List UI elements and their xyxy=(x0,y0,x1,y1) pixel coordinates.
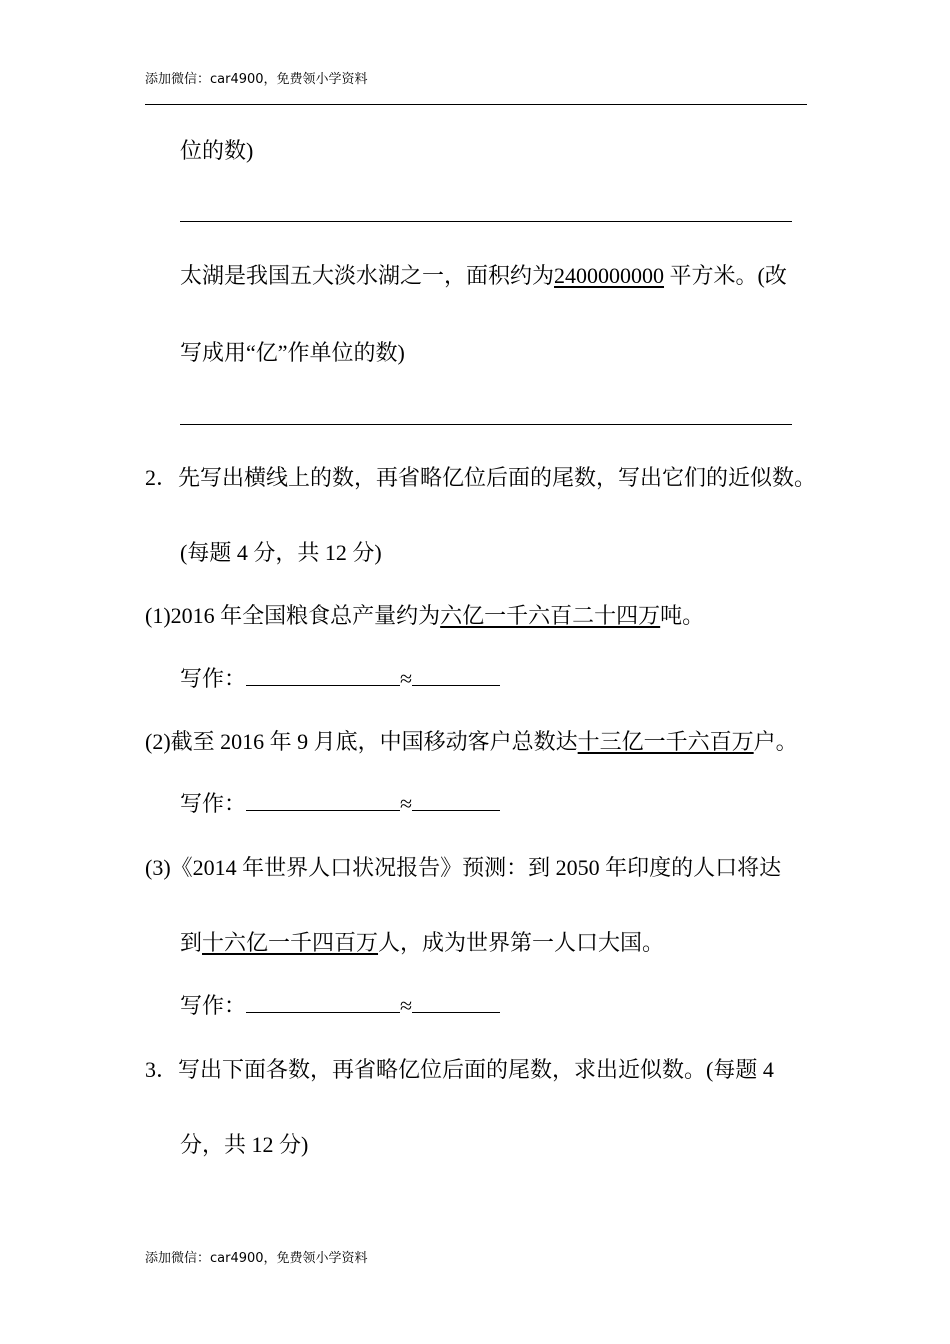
item-underlined-number: 十六亿一千四百万 xyxy=(202,930,379,955)
approx-blank[interactable] xyxy=(412,792,500,811)
q1-taihu-line xyxy=(180,262,787,290)
taihu-text-post: 平方米。(改 xyxy=(669,263,787,288)
page-header: 添加微信：car4900，免费领小学资料 xyxy=(145,72,368,87)
q2-item-1 xyxy=(145,602,704,630)
header-rule xyxy=(145,104,807,105)
page-footer: 添加微信：car4900，免费领小学资料 xyxy=(145,1251,368,1266)
q3-title-line2: 分，共 12 分) xyxy=(180,1132,309,1157)
q2-title: 2．先写出横线上的数，再省略亿位后面的尾数，写出它们的近似数。 xyxy=(145,465,817,490)
q2-item-3-line2 xyxy=(180,929,664,957)
q1-taihu-line2: 写成用“亿”作单位的数) xyxy=(180,340,405,365)
approx-blank[interactable] xyxy=(412,994,500,1013)
answer-blank[interactable] xyxy=(246,792,400,811)
answer-blank-line[interactable] xyxy=(180,221,792,222)
item-text-post: 户。 xyxy=(753,729,798,754)
answer-blank[interactable] xyxy=(246,994,400,1013)
q3-title: 3．写出下面各数，再省略亿位后面的尾数，求出近似数。(每题 4 xyxy=(145,1057,774,1082)
item-text-pre: 到 xyxy=(180,930,203,955)
q2-item-3: (3)《2014 年世界人口状况报告》预测：到 2050 年印度的人口将达 xyxy=(145,855,782,880)
write-label: 写作： xyxy=(180,993,247,1018)
item-underlined-number: 六亿一千六百二十四万 xyxy=(440,603,661,628)
item-text-post: 吨。 xyxy=(660,603,705,628)
taihu-text-pre: 太湖是我国五大淡水湖之一，面积约为 xyxy=(180,263,555,288)
q2-item-1-answer xyxy=(180,665,500,693)
q2-item-2 xyxy=(145,728,798,756)
write-label: 写作： xyxy=(180,666,247,691)
q2-item-2-answer xyxy=(180,790,500,818)
approx-symbol: ≈ xyxy=(400,666,413,691)
approx-blank[interactable] xyxy=(412,667,500,686)
item-text-post: 人，成为世界第一人口大国。 xyxy=(378,930,665,955)
q2-score: (每题 4 分，共 12 分) xyxy=(180,540,382,565)
write-label: 写作： xyxy=(180,791,247,816)
item-text-pre: (1)2016 年全国粮食总产量约为 xyxy=(145,603,441,628)
q2-item-3-answer xyxy=(180,992,500,1020)
taihu-underlined-number: 2400000000 xyxy=(554,263,665,288)
item-underlined-number: 十三亿一千六百万 xyxy=(577,729,754,754)
q1-continued-line: 位的数) xyxy=(180,138,254,163)
answer-blank[interactable] xyxy=(246,667,400,686)
approx-symbol: ≈ xyxy=(400,993,413,1018)
answer-blank-line[interactable] xyxy=(180,424,792,425)
approx-symbol: ≈ xyxy=(400,791,413,816)
item-text-pre: (2)截至 2016 年 9 月底，中国移动客户总数达 xyxy=(145,729,578,754)
